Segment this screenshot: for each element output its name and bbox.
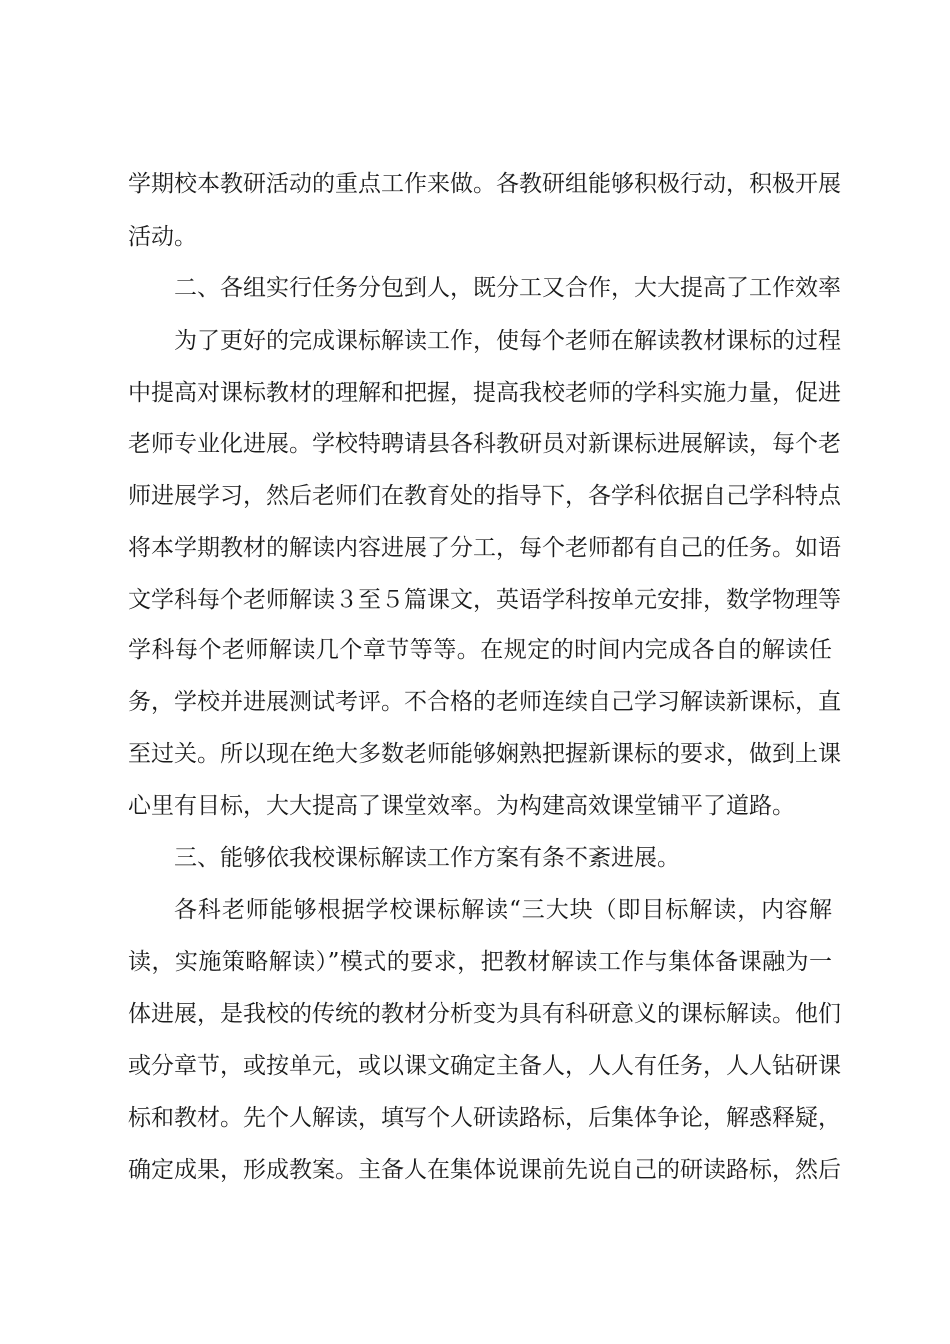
paragraph-first-line [0, 890, 950, 930]
line-text: 体进展，是我校的传统的教材分析变为具有科研意义的课标解读。他们 [128, 1001, 841, 1027]
line-text: 二、各组实行任务分包到人，既分工又合作，大大提高了工作效率 [174, 275, 841, 301]
text-line [0, 1150, 950, 1190]
text-line [0, 942, 950, 982]
line-text: 学期校本教研活动的重点工作来做。各教研组能够积极行动，积极开展 [128, 171, 841, 197]
line-text: 为了更好的完成课标解读工作，使每个老师在解读教材课标的过程 [174, 328, 841, 354]
text-line [0, 580, 950, 620]
paragraph-first-line [0, 268, 950, 308]
text-line [0, 1098, 950, 1138]
text-line [0, 1046, 950, 1086]
text-line [0, 682, 950, 722]
line-text: 各科老师能够根据学校课标解读“三大块（即目标解读，内容解 [174, 897, 832, 923]
line-text: 将本学期教材的解读内容进展了分工，每个老师都有自己的任务。如语 [128, 535, 841, 561]
line-text: 中提高对课标教材的理解和把握，提高我校老师的学科实施力量，促进 [128, 380, 841, 406]
text-line [0, 217, 950, 257]
line-text: 文学科每个老师解读３至５篇课文，英语学科按单元安排，数学物理等 [128, 587, 841, 613]
line-text: 标和教材。先个人解读，填写个人研读路标，后集体争论，解惑释疑， [128, 1105, 841, 1131]
text-line [0, 630, 950, 670]
text-line [0, 373, 950, 413]
text-line [0, 424, 950, 464]
text-line [0, 164, 950, 204]
text-line [0, 528, 950, 568]
paragraph-first-line [0, 321, 950, 361]
line-text: 读，实施策略解读）”模式的要求，把教材解读工作与集体备课融为一 [128, 949, 832, 975]
text-line [0, 476, 950, 516]
text-line [0, 994, 950, 1034]
line-text: 至过关。所以现在绝大多数老师能够娴熟把握新课标的要求，做到上课 [128, 741, 841, 767]
line-text: 确定成果，形成教案。主备人在集体说课前先说自己的研读路标，然后 [128, 1157, 841, 1183]
line-text: 老师专业化进展。学校特聘请县各科教研员对新课标进展解读，每个老 [128, 431, 841, 457]
line-text: 务，学校并进展测试考评。不合格的老师连续自己学习解读新课标，直 [128, 689, 841, 715]
line-text: 学科每个老师解读几个章节等等。在规定的时间内完成各自的解读任 [128, 637, 832, 663]
text-line [0, 786, 950, 826]
line-text: 三、能够依我校课标解读工作方案有条不紊进展。 [174, 845, 680, 871]
line-text: 师进展学习，然后老师们在教育处的指导下，各学科依据自己学科特点 [128, 483, 841, 509]
paragraph-first-line [0, 838, 950, 878]
text-line [0, 734, 950, 774]
line-text: 或分章节，或按单元，或以课文确定主备人，人人有任务，人人钻研课 [128, 1053, 841, 1079]
line-text: 心里有目标，大大提高了课堂效率。为构建高效课堂铺平了道路。 [128, 793, 795, 819]
line-text: 活动。 [128, 224, 197, 250]
